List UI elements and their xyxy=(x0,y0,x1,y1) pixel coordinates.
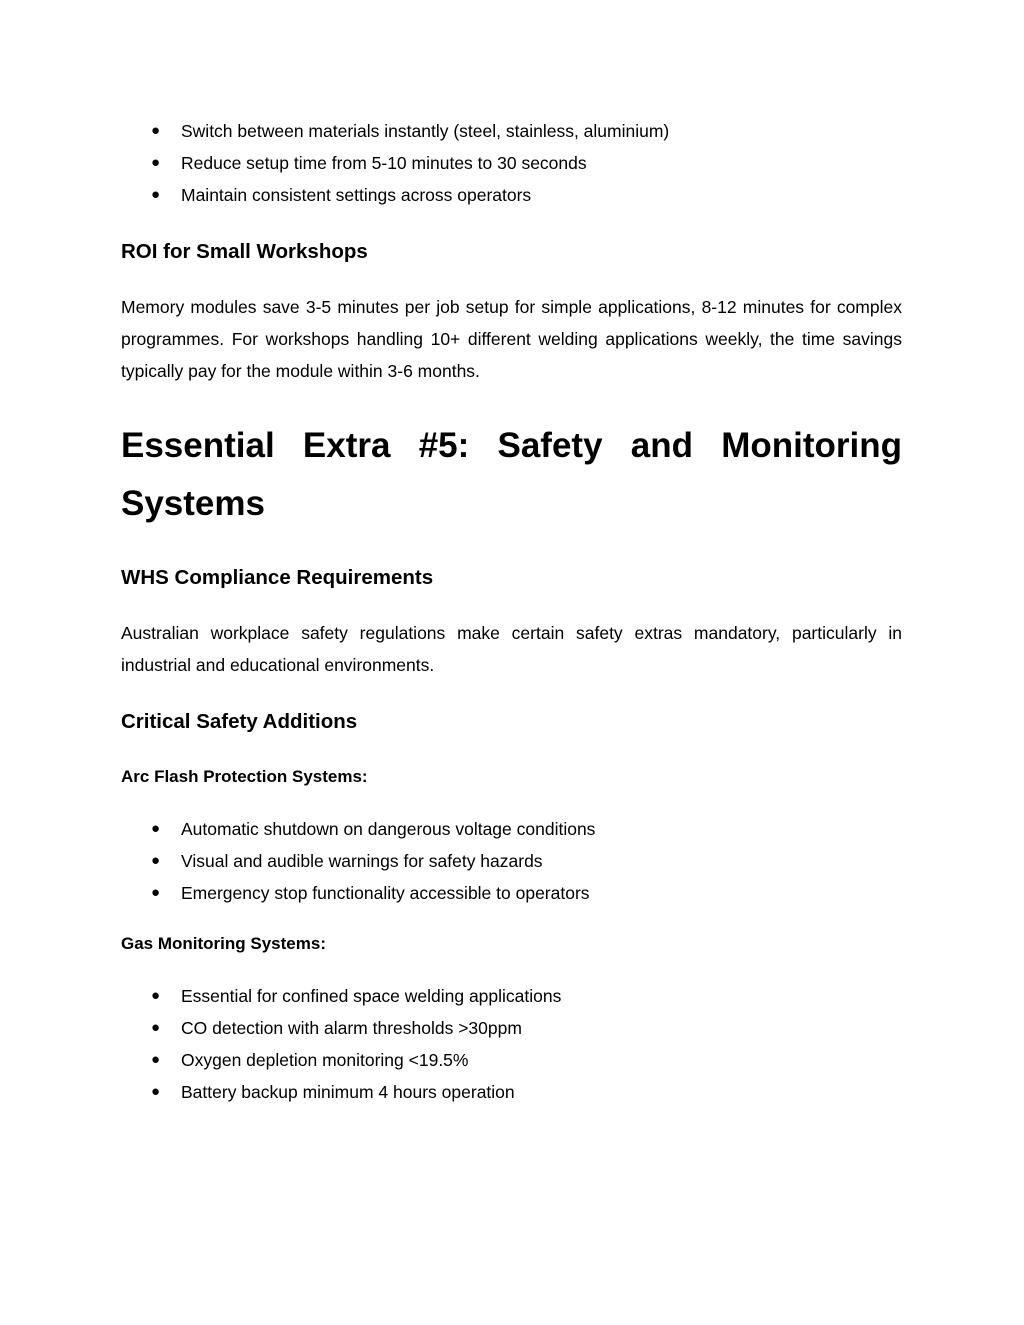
list-item: ● Battery backup minimum 4 hours operation xyxy=(121,1076,902,1108)
whs-heading: WHS Compliance Requirements xyxy=(121,566,434,589)
arc-flash-label: Arc Flash Protection Systems: xyxy=(121,767,368,786)
gas-monitoring-list xyxy=(121,980,902,1108)
bullet-icon: ● xyxy=(151,820,161,837)
list-item: ● Reduce setup time from 5-10 minutes to 30 seconds xyxy=(121,147,902,179)
gas-monitoring-label: Gas Monitoring Systems: xyxy=(121,934,326,953)
list-item: ● CO detection with alarm thresholds >30ppm xyxy=(121,1012,902,1044)
section-title xyxy=(121,417,902,533)
section-title-line2: Systems xyxy=(121,484,265,523)
bullet-icon: ● xyxy=(151,186,161,203)
list-item: ● Emergency stop functionality accessible to operators xyxy=(121,877,902,909)
list-item: ● Automatic shutdown on dangerous voltage conditions xyxy=(121,813,902,845)
list-item: ● Visual and audible warnings for safety hazards xyxy=(121,845,902,877)
list-item: ● Maintain consistent settings across operators xyxy=(121,179,902,211)
list-item: ● Essential for confined space welding applications xyxy=(121,980,902,1012)
list-item: ● Oxygen depletion monitoring <19.5% xyxy=(121,1044,902,1076)
whs-paragraph: Australian workplace safety regulations make certain safety extras mandatory, particularly in industrial and educational environments. xyxy=(121,623,902,675)
bullet-icon: ● xyxy=(151,1019,161,1036)
bullet-icon: ● xyxy=(151,154,161,171)
bullet-icon: ● xyxy=(151,1083,161,1100)
bullet-icon: ● xyxy=(151,1051,161,1068)
bullet-icon: ● xyxy=(151,884,161,901)
memory-benefits-list xyxy=(121,115,902,211)
critical-safety-heading: Critical Safety Additions xyxy=(121,710,358,733)
bullet-icon: ● xyxy=(151,852,161,869)
bullet-icon: ● xyxy=(151,987,161,1004)
section-title-line1: Essential Extra #5: Safety and Monitoring xyxy=(121,426,902,465)
list-item: ● Switch between materials instantly (steel, stainless, aluminium) xyxy=(121,115,902,147)
roi-paragraph: Memory modules save 3-5 minutes per job setup for simple applications, 8-12 minutes for complex programmes. For workshops handling 10+ different welding applications weekly, the time savings typically pay for the module within 3-6 months. xyxy=(121,297,902,381)
roi-heading: ROI for Small Workshops xyxy=(121,240,368,263)
arc-flash-list xyxy=(121,813,902,909)
bullet-icon: ● xyxy=(151,122,161,139)
